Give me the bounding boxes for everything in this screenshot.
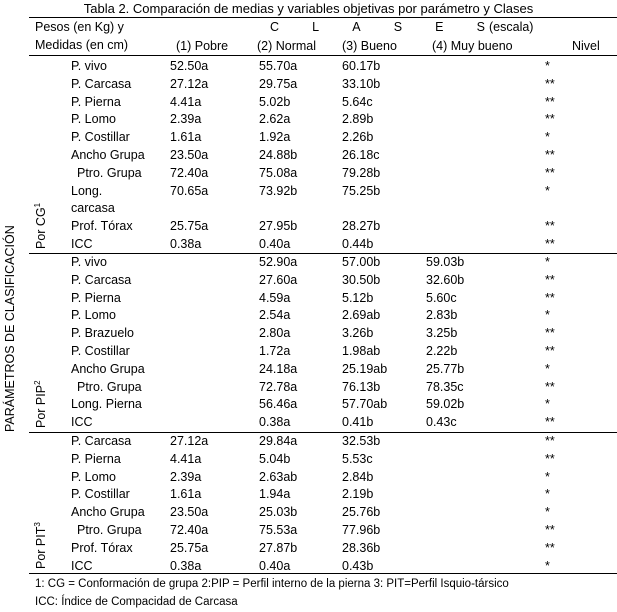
header-col-nivel: Nivel — [572, 39, 600, 53]
cell-nivel: ** — [545, 415, 555, 430]
cell-pobre: 4.41a — [170, 94, 202, 109]
row-name: P. vivo — [71, 255, 107, 269]
cell-normal: 29.84a — [259, 434, 298, 448]
cell-bueno: 3.26b — [342, 326, 374, 341]
row-name: Long. — [71, 183, 103, 198]
header-row-label-1: Pesos (en Kg) y — [35, 20, 124, 34]
cell-nivel: ** — [545, 290, 555, 305]
header-col-normal: (2) Normal — [257, 39, 317, 53]
cell-normal: 1.94a — [259, 487, 291, 502]
clases-letter: L — [312, 20, 320, 34]
cell-normal: 0.40a — [259, 237, 291, 251]
cell-pobre: 0.38a — [170, 237, 202, 251]
cell-muybueno: 2.83b — [426, 308, 458, 323]
cell-pobre: 23.50a — [170, 148, 209, 162]
cell-normal: 75.08a — [259, 165, 298, 180]
cell-bueno: 2.69ab — [342, 308, 381, 323]
clases-letter: E — [435, 20, 444, 34]
cell-normal: 72.78a — [259, 379, 298, 394]
cell-bueno: 0.44b — [342, 237, 374, 251]
footnote-1: 1: CG = Conformación de grupa 2:PIP = Perfil interno de la pierna 3: PIT=Perfil Isquio-társico — [35, 578, 509, 590]
clases-letter: A — [352, 20, 361, 34]
cell-normal: 2.80a — [259, 326, 291, 341]
row-name: P. Lomo — [71, 112, 116, 127]
cell-nivel: * — [545, 130, 550, 145]
cell-normal: 1.72a — [259, 344, 291, 358]
group-label-text: Por CG — [34, 207, 48, 249]
cell-normal: 27.95b — [259, 219, 298, 234]
cell-muybueno: 32.60b — [426, 272, 465, 287]
cell-nivel: * — [545, 308, 550, 323]
cell-nivel: ** — [545, 523, 555, 537]
cell-bueno: 28.27b — [342, 219, 381, 234]
cell-pobre: 1.61a — [170, 130, 202, 145]
cell-nivel: ** — [545, 540, 555, 555]
cell-normal: 0.38a — [259, 415, 291, 430]
cell-bueno: 57.00b — [342, 255, 381, 269]
cell-muybueno: 5.60c — [426, 290, 457, 305]
cell-normal: 25.03b — [259, 505, 298, 520]
group-label — [34, 380, 48, 428]
cell-bueno: 0.43b — [342, 558, 374, 573]
cell-nivel: ** — [545, 76, 555, 91]
header-col-bueno: (3) Bueno — [342, 39, 397, 53]
cell-normal: 4.59a — [259, 290, 291, 305]
group-rule — [29, 573, 617, 574]
cell-muybueno: 78.35c — [426, 379, 464, 394]
footnote-2: ICC: Índice de Compacidad de Carcasa — [35, 596, 238, 608]
group-label — [34, 522, 48, 569]
cell-nivel: ** — [545, 219, 555, 234]
cell-pobre: 2.39a — [170, 112, 202, 127]
row-name: P. Pierna — [71, 94, 121, 109]
cell-bueno: 25.76b — [342, 505, 381, 520]
row-name: Ptro. Grupa — [77, 379, 142, 394]
cell-nivel: ** — [545, 165, 555, 180]
cell-normal: 56.46a — [259, 397, 298, 412]
cell-bueno: 2.19b — [342, 487, 374, 502]
cell-nivel: * — [545, 397, 550, 412]
cell-nivel: ** — [545, 344, 555, 358]
cell-pobre: 23.50a — [170, 505, 209, 520]
cell-normal: 27.60a — [259, 272, 298, 287]
row-name: Prof. Tórax — [71, 540, 133, 555]
row-name: P. vivo — [71, 59, 107, 73]
cell-pobre: 0.38a — [170, 558, 202, 573]
cell-bueno: 2.89b — [342, 112, 374, 127]
clases-letter: S — [476, 20, 485, 34]
cell-muybueno: 59.02b — [426, 397, 465, 412]
header-col-muybueno: (4) Muy bueno — [432, 39, 513, 53]
cell-bueno: 77.96b — [342, 523, 381, 537]
cell-muybueno: 3.25b — [426, 326, 458, 341]
group-label-sup: 3 — [32, 522, 42, 527]
cell-bueno: 0.41b — [342, 415, 374, 430]
row-name: ICC — [71, 237, 93, 251]
cell-normal: 1.92a — [259, 130, 291, 145]
cell-normal: 75.53a — [259, 523, 298, 537]
cell-pobre: 72.40a — [170, 165, 209, 180]
header-row-label-2: Medidas (en cm) — [35, 38, 129, 52]
row-name: Prof. Tórax — [71, 219, 133, 234]
cell-pobre: 72.40a — [170, 523, 209, 537]
cell-bueno: 33.10b — [342, 76, 381, 91]
cell-pobre: 27.12a — [170, 434, 209, 448]
cell-pobre: 70.65a — [170, 183, 209, 198]
cell-pobre: 25.75a — [170, 540, 209, 555]
cell-normal: 5.04b — [259, 451, 291, 466]
cell-nivel: ** — [545, 148, 555, 162]
cell-normal: 24.18a — [259, 361, 298, 376]
cell-normal: 0.40a — [259, 558, 291, 573]
row-name: P. Carcasa — [71, 76, 132, 91]
row-name: Ancho Grupa — [71, 505, 145, 520]
row-name: P. Costillar — [71, 487, 130, 502]
row-name: P. Pierna — [71, 290, 121, 305]
cell-normal: 5.02b — [259, 94, 291, 109]
cell-bueno: 2.26b — [342, 130, 374, 145]
row-name-line2: carcasa — [71, 201, 115, 216]
header-rule — [29, 55, 617, 56]
side-label: PARÁMETROS DE CLASIFICACIÓN — [3, 225, 17, 432]
cell-bueno: 25.19ab — [342, 361, 388, 376]
header-clases — [270, 20, 485, 34]
row-name: P. Lomo — [71, 308, 116, 323]
cell-nivel: * — [545, 255, 550, 269]
cell-normal: 2.54a — [259, 308, 291, 323]
group-rule — [29, 253, 617, 254]
cell-nivel: ** — [545, 326, 555, 341]
row-name: P. Brazuelo — [71, 326, 135, 341]
clases-letter: C — [270, 20, 280, 34]
cell-bueno: 57.70ab — [342, 397, 388, 412]
cell-bueno: 26.18c — [342, 148, 380, 162]
cell-pobre: 1.61a — [170, 487, 202, 502]
cell-nivel: * — [545, 558, 550, 573]
cell-normal: 2.63ab — [259, 469, 298, 484]
cell-muybueno: 2.22b — [426, 344, 458, 358]
cell-bueno: 5.53c — [342, 451, 373, 466]
cell-pobre: 2.39a — [170, 469, 202, 484]
cell-normal: 29.75a — [259, 76, 298, 91]
cell-muybueno: 0.43c — [426, 415, 457, 430]
cell-nivel: * — [545, 505, 550, 520]
cell-nivel: * — [545, 361, 550, 376]
row-name: P. Carcasa — [71, 272, 132, 287]
cell-nivel: ** — [545, 379, 555, 394]
group-label-sup: 2 — [32, 380, 42, 385]
group-label-text: Por PIT — [34, 526, 48, 569]
row-name: P. Lomo — [71, 469, 116, 484]
row-name: Ptro. Grupa — [77, 165, 142, 180]
cell-bueno: 5.64c — [342, 94, 373, 109]
cell-pobre: 52.50a — [170, 59, 209, 73]
cell-nivel: * — [545, 59, 550, 73]
cell-bueno: 76.13b — [342, 379, 381, 394]
cell-normal: 73.92b — [259, 183, 298, 198]
cell-bueno: 32.53b — [342, 434, 381, 448]
row-name: P. Costillar — [71, 130, 130, 145]
group-label-text: Por PIP — [34, 384, 48, 428]
header-escala: (escala) — [489, 20, 534, 34]
cell-bueno: 75.25b — [342, 183, 381, 198]
cell-nivel: ** — [545, 237, 555, 251]
cell-pobre: 25.75a — [170, 219, 209, 234]
row-name: P. Pierna — [71, 451, 121, 466]
cell-bueno: 28.36b — [342, 540, 381, 555]
cell-bueno: 79.28b — [342, 165, 381, 180]
cell-nivel: * — [545, 183, 550, 198]
cell-nivel: ** — [545, 272, 555, 287]
cell-normal: 27.87b — [259, 540, 298, 555]
group-label — [34, 203, 48, 249]
row-name: Ancho Grupa — [71, 361, 145, 376]
cell-pobre: 4.41a — [170, 451, 202, 466]
cell-nivel: ** — [545, 434, 555, 448]
cell-nivel: ** — [545, 451, 555, 466]
row-name: P. Carcasa — [71, 434, 132, 448]
cell-muybueno: 25.77b — [426, 361, 465, 376]
cell-bueno: 2.84b — [342, 469, 374, 484]
clases-letter: S — [393, 20, 403, 34]
cell-bueno: 1.98ab — [342, 344, 381, 358]
cell-nivel: * — [545, 487, 550, 502]
table-title: Tabla 2. Comparación de medias y variables objetivas por parámetro y Clases — [83, 1, 534, 16]
top-rule — [29, 17, 617, 18]
cell-nivel: ** — [545, 94, 555, 109]
row-name: Long. Pierna — [71, 397, 142, 412]
cell-nivel: ** — [545, 112, 555, 127]
row-name: Ptro. Grupa — [77, 523, 142, 537]
cell-normal: 2.62a — [259, 112, 291, 127]
cell-bueno: 30.50b — [342, 272, 381, 287]
row-name: ICC — [71, 415, 93, 430]
cell-pobre: 27.12a — [170, 76, 209, 91]
row-name: ICC — [71, 558, 93, 573]
cell-nivel: * — [545, 469, 550, 484]
cell-normal: 52.90a — [259, 255, 298, 269]
cell-normal: 55.70a — [259, 59, 298, 73]
cell-muybueno: 59.03b — [426, 255, 465, 269]
cell-normal: 24.88b — [259, 148, 298, 162]
cell-bueno: 60.17b — [342, 59, 381, 73]
group-label-sup: 1 — [32, 202, 42, 208]
row-name: Ancho Grupa — [71, 148, 145, 162]
row-name: P. Costillar — [71, 344, 130, 358]
cell-bueno: 5.12b — [342, 290, 374, 305]
header-col-pobre: (1) Pobre — [176, 39, 229, 53]
